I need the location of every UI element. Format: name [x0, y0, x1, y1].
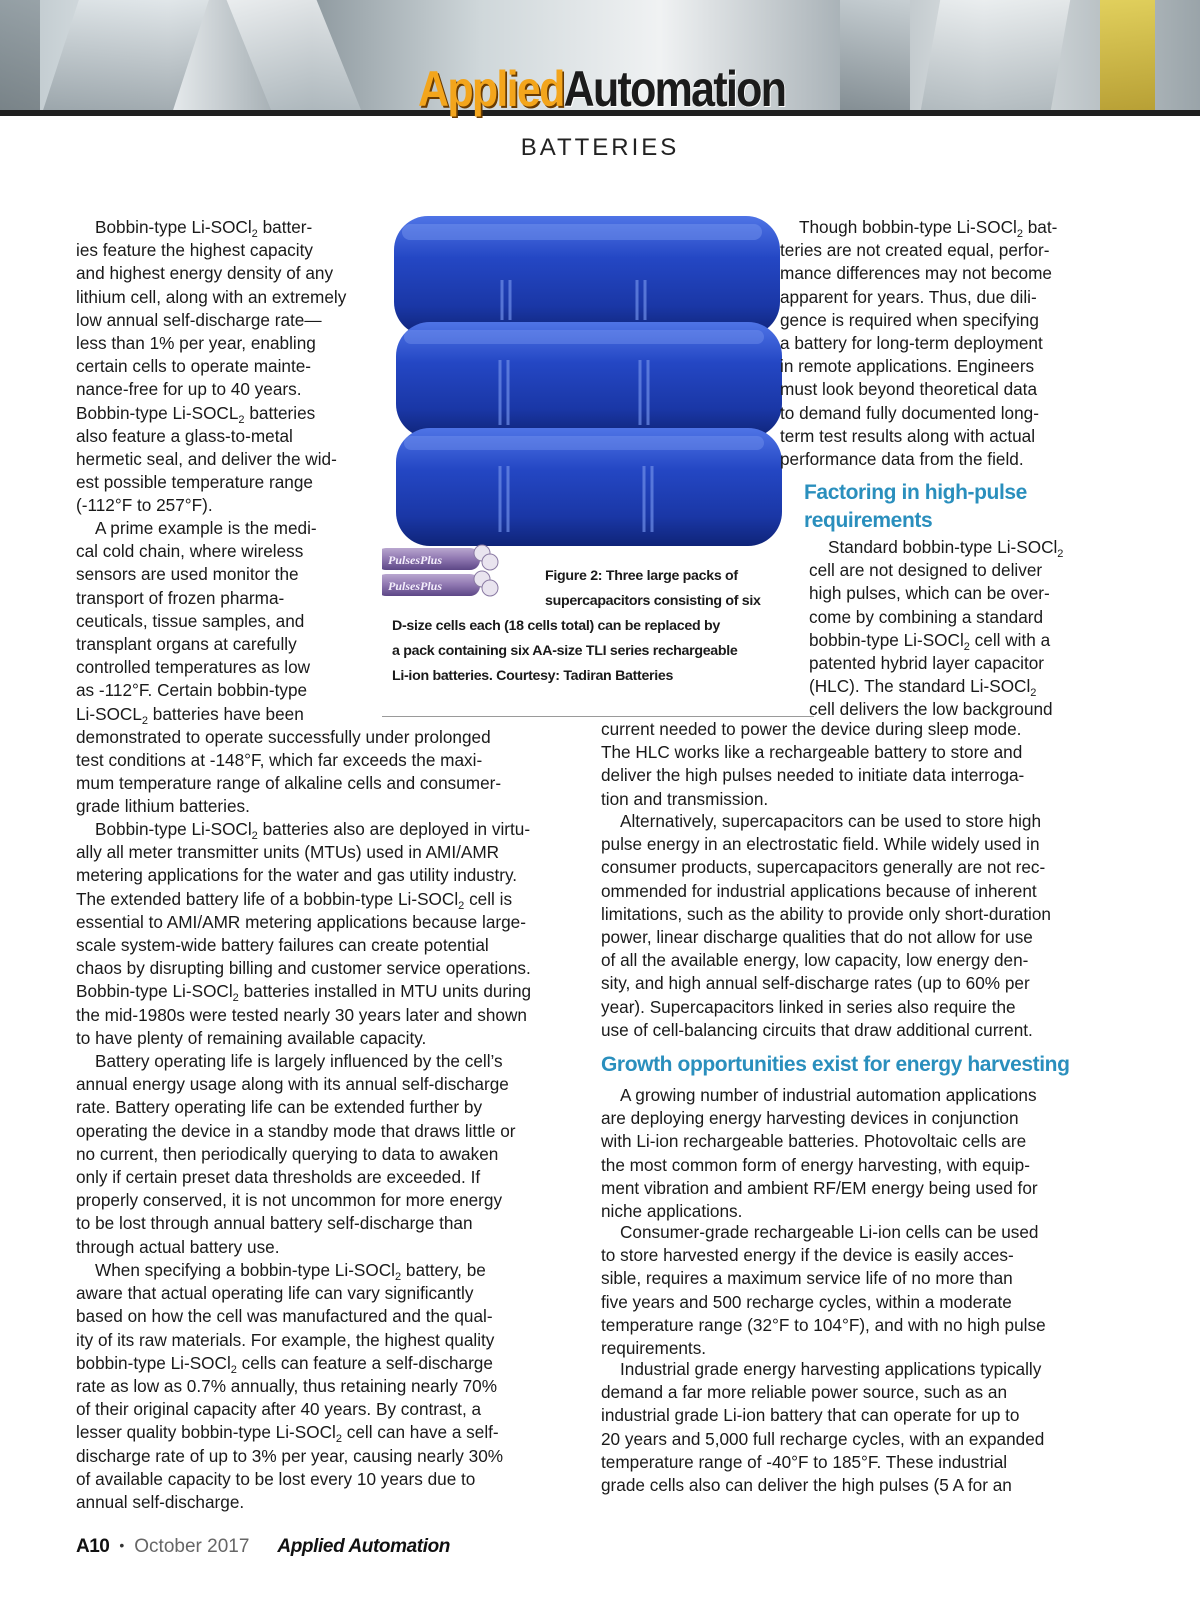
right-paragraph-3 — [601, 810, 1051, 1042]
text-run: Li-SOCL — [76, 703, 142, 724]
aa-battery-label: PulsesPlus — [388, 553, 443, 567]
text-line — [601, 1381, 1044, 1404]
text-run: annual energy usage along with its annual self-discharge — [76, 1074, 509, 1095]
left-paragraph-4 — [76, 1050, 516, 1259]
text-run: rate. Battery operating life can be extended further by — [76, 1097, 483, 1118]
text-run: sible, requires a maximum service life of no more than — [601, 1268, 1013, 1289]
text-run: the mid-1980s were tested nearly 30 years later and shown — [76, 1004, 527, 1025]
text-line — [76, 1375, 503, 1398]
text-run: grade cells also can deliver the high pulses (5 A for an — [601, 1475, 1012, 1496]
text-run: nance-free for up to 40 years. — [76, 379, 302, 400]
text-run: properly conserved, it is not uncommon for more energy — [76, 1190, 503, 1211]
text-run: year). Supercapacitors linked in series also require the — [601, 996, 1016, 1017]
text-run: of their original capacity after 40 years. By contrast, a — [76, 1399, 482, 1420]
text-run: temperature range (32°F to 104°F), and with no high pulse — [601, 1314, 1046, 1335]
text-line — [601, 1474, 1044, 1497]
text-line — [780, 239, 1057, 262]
heading-line: Growth opportunities exist for energy harvesting — [601, 1053, 1070, 1076]
logo-automation: Automation — [563, 61, 786, 117]
text-line — [601, 833, 1051, 856]
text-line — [601, 718, 1024, 741]
left-paragraph-3 — [76, 818, 531, 1050]
text-run: ies feature the highest capacity — [76, 240, 313, 261]
text-line — [601, 1358, 1044, 1381]
text-line — [601, 1154, 1038, 1177]
text-run: Battery operating life is largely influenced by the cell’s — [95, 1051, 503, 1071]
publication-name: Applied Automation — [277, 1536, 450, 1557]
text-run: scale system-wide battery failures can create potential — [76, 935, 489, 956]
footer-separator: • — [119, 1537, 125, 1553]
text-run: grade lithium batteries. — [76, 796, 250, 817]
text-run: The extended battery life of a bobbin-type Li-SOCl — [76, 888, 459, 909]
text-line — [601, 1451, 1044, 1474]
subscript: 2 — [394, 1271, 402, 1283]
text-line — [601, 1291, 1046, 1314]
subscript: 2 — [963, 640, 970, 653]
text-run: bat- — [1022, 217, 1058, 237]
text-line — [601, 996, 1051, 1019]
text-run: mum temperature range of alkaline cells and consumer- — [76, 773, 502, 794]
text-run: niche applications. — [601, 1201, 743, 1222]
banner-photo-strip — [920, 0, 1070, 116]
text-line — [601, 764, 1024, 787]
text-line — [76, 1120, 516, 1143]
text-line — [76, 1004, 531, 1027]
text-line — [76, 378, 346, 401]
text-run: as -112°F. Certain bobbin-type — [76, 680, 308, 701]
banner-photo-strip — [840, 0, 910, 116]
text-run: bobbin-type Li-SOCl — [76, 1352, 231, 1373]
text-line — [76, 726, 501, 749]
subscript: 2 — [1030, 687, 1037, 700]
text-run: batteries have been — [148, 703, 304, 724]
supercapacitor-pack-1 — [394, 216, 780, 336]
text-run: ceuticals, tissue samples, and — [76, 610, 305, 631]
text-run: rate as low as 0.7% annually, thus retaining nearly 70% — [76, 1376, 498, 1397]
text-run: no current, then periodically querying to data to awaken — [76, 1143, 499, 1164]
text-run: ment vibration and ambient RF/EM energy being used for — [601, 1177, 1038, 1198]
text-run: transport of frozen pharma- — [76, 587, 285, 608]
text-run: Standard bobbin-type Li-SOCl — [828, 537, 1058, 557]
logo-applied: Applied — [418, 61, 564, 117]
text-line — [780, 332, 1057, 355]
text-line — [601, 856, 1051, 879]
text-run: low annual self-discharge rate— — [76, 309, 322, 330]
text-line — [76, 841, 531, 864]
text-run: bobbin-type Li-SOCl — [809, 629, 964, 650]
text-run: controlled temperatures as low — [76, 657, 311, 678]
text-run: with Li-ion rechargeable batteries. Photovoltaic cells are — [601, 1131, 1027, 1152]
text-line — [76, 911, 531, 934]
text-line — [76, 864, 531, 887]
text-line — [780, 402, 1057, 425]
text-line — [601, 949, 1051, 972]
page-number: A10 — [76, 1536, 110, 1557]
text-run: Bobbin-type Li-SOCL — [76, 402, 239, 423]
text-line — [601, 1019, 1051, 1042]
text-line — [780, 309, 1057, 332]
text-line — [76, 1468, 503, 1491]
subscript: 2 — [232, 992, 239, 1005]
text-line — [601, 903, 1051, 926]
text-run: A prime example is the medi- — [95, 518, 317, 538]
text-run: Alternatively, supercapacitors can be used to store high — [620, 811, 1042, 831]
text-run: discharge rate of up to 3% per year, causing nearly 30% — [76, 1445, 504, 1466]
text-line — [780, 216, 1057, 239]
text-run: requirements. — [601, 1338, 707, 1359]
text-run: to have plenty of remaining available capacity. — [76, 1027, 427, 1048]
text-run: battery, be — [401, 1260, 486, 1280]
text-run: cal cold chain, where wireless — [76, 541, 304, 562]
text-line — [76, 1143, 516, 1166]
text-run: batteries installed in MTU units during — [238, 981, 532, 1002]
text-run: Though bobbin-type Li-SOCl — [799, 217, 1017, 237]
text-line — [76, 1073, 516, 1096]
text-run: also feature a glass-to-metal — [76, 425, 293, 446]
text-line — [601, 1244, 1046, 1267]
text-run: est possible temperature range — [76, 472, 313, 493]
text-run: of all the available energy, low capacity, low energy den- — [601, 950, 1029, 971]
text-run: (HLC). The standard Li-SOCl — [809, 676, 1031, 697]
text-line — [601, 1084, 1038, 1107]
text-run: essential to AMI/AMR metering applications because large- — [76, 911, 526, 932]
text-line — [76, 749, 501, 772]
text-line — [76, 772, 501, 795]
text-line — [780, 448, 1057, 471]
subscript: 2 — [238, 413, 245, 426]
text-run: cell can have a self- — [341, 1422, 499, 1443]
text-line — [76, 934, 531, 957]
text-line — [76, 1259, 503, 1282]
text-run: deliver the high pulses needed to initiate data interroga- — [601, 765, 1025, 786]
text-run: demonstrated to operate successfully under prolonged — [76, 726, 491, 747]
text-run: to demand fully documented long- — [780, 402, 1039, 423]
text-line — [809, 675, 1063, 698]
text-run: industrial grade Li-ion battery that can operate for up to — [601, 1405, 1020, 1426]
banner-photo-strip — [1100, 0, 1155, 116]
heading-factoring-high-pulse — [804, 479, 1027, 535]
text-run: come by combining a standard — [809, 606, 1044, 627]
text-run: Bobbin-type Li-SOCl — [95, 217, 252, 237]
text-line — [809, 559, 1063, 582]
text-run: only if certain preset data thresholds are exceeded. If — [76, 1167, 481, 1188]
text-run: consumer products, supercapacitors generally are not rec- — [601, 857, 1046, 878]
right-paragraph-5 — [601, 1221, 1046, 1360]
heading-growth-opportunities — [601, 1051, 1070, 1079]
subscript: 2 — [230, 1363, 237, 1376]
text-run: ally all meter transmitter units (MTUs) used in AMI/AMR — [76, 842, 500, 863]
text-line — [76, 957, 531, 980]
text-run: batteries also are deployed in virtu- — [257, 819, 531, 839]
text-run: performance data from the field. — [780, 449, 1024, 470]
text-line — [76, 262, 346, 285]
text-run: batteries — [244, 402, 316, 423]
issue-date: October 2017 — [134, 1536, 250, 1557]
text-run: based on how the cell was manufactured and the qual- — [76, 1306, 493, 1327]
page-footer — [76, 1536, 450, 1558]
text-run: lesser quality bobbin-type Li-SOCl — [76, 1422, 336, 1443]
text-line — [601, 810, 1051, 833]
text-run: limitations, such as the ability to provide only short-duration — [601, 903, 1051, 924]
text-run: and highest energy density of any — [76, 263, 334, 284]
text-run: are deploying energy harvesting devices in conjunction — [601, 1108, 1019, 1129]
text-run: temperature range of -40°F to 185°F. These industrial — [601, 1451, 1008, 1472]
text-run: cells can feature a self-discharge — [236, 1352, 493, 1373]
text-line — [76, 216, 346, 239]
text-run: term test results along with actual — [780, 425, 1036, 446]
masthead-logo — [418, 58, 785, 120]
text-line — [601, 788, 1024, 811]
text-line — [601, 1314, 1046, 1337]
text-line — [601, 741, 1024, 764]
text-line — [76, 795, 501, 818]
text-line — [76, 1282, 503, 1305]
text-run: transplant organs at carefully — [76, 634, 297, 655]
text-run: chaos by disrupting billing and customer service operations. — [76, 958, 531, 979]
text-line — [601, 972, 1051, 995]
text-line — [76, 1212, 516, 1235]
text-run: ommended for industrial applications because of inherent — [601, 880, 1037, 901]
text-line — [76, 402, 346, 425]
caption-line: D-size cells each (18 cells total) can be replaced by — [392, 618, 720, 634]
text-run: in remote applications. Engineers — [780, 356, 1035, 377]
text-line — [76, 425, 346, 448]
text-line — [809, 582, 1063, 605]
subscript: 2 — [335, 1433, 342, 1446]
text-line — [76, 355, 346, 378]
text-run: to be lost through annual battery self-discharge than — [76, 1213, 473, 1234]
text-run: mance differences may not become — [780, 263, 1052, 284]
text-line — [76, 1421, 503, 1444]
text-run: through actual battery use. — [76, 1236, 280, 1257]
text-run: the most common form of energy harvesting, with equip- — [601, 1154, 1030, 1175]
text-line — [76, 888, 531, 911]
text-line — [780, 355, 1057, 378]
text-line — [76, 1236, 516, 1259]
text-run: test conditions at -148°F, which far exceeds the maxi- — [76, 750, 483, 771]
aa-battery-label: PulsesPlus — [388, 579, 443, 593]
text-line — [76, 448, 346, 471]
figure-caption — [392, 564, 761, 689]
text-line — [601, 1221, 1046, 1244]
text-run: power, linear discharge qualities that do not allow for use — [601, 927, 1033, 948]
text-run: A growing number of industrial automation applications — [620, 1085, 1037, 1105]
text-run: When specifying a bobbin-type Li-SOCl — [95, 1260, 395, 1280]
text-run: ity of its raw materials. For example, the highest quality — [76, 1329, 495, 1350]
subscript: 2 — [458, 899, 465, 912]
text-line — [76, 1491, 503, 1514]
text-line — [809, 606, 1063, 629]
text-run: batter- — [257, 217, 313, 237]
text-run: patented hybrid layer capacitor — [809, 653, 1045, 674]
text-line — [76, 309, 346, 332]
text-line — [76, 818, 531, 841]
text-line — [809, 652, 1063, 675]
text-line — [76, 1189, 516, 1212]
text-run: cell is — [464, 888, 513, 909]
right-paragraph-2-continued — [601, 718, 1024, 811]
text-run: must look beyond theoretical data — [780, 379, 1038, 400]
text-run: Consumer-grade rechargeable Li-ion cells can be used — [620, 1222, 1039, 1242]
caption-line: a pack containing six AA-size TLI series rechargeable — [392, 643, 738, 659]
text-line — [601, 1267, 1046, 1290]
text-run: five years and 500 recharge cycles, within a moderate — [601, 1291, 1012, 1312]
text-run: annual self-discharge. — [76, 1492, 245, 1513]
text-line — [76, 1027, 531, 1050]
text-run: a battery for long-term deployment — [780, 333, 1043, 354]
text-line — [601, 1177, 1038, 1200]
left-paragraph-5 — [76, 1259, 503, 1514]
text-line — [76, 1352, 503, 1375]
text-run: Industrial grade energy harvesting applications typically — [620, 1359, 1042, 1379]
text-run: tion and transmission. — [601, 788, 769, 809]
text-line — [780, 425, 1057, 448]
text-line — [76, 1445, 503, 1468]
text-run: metering applications for the water and gas utility industry. — [76, 865, 518, 886]
right-paragraph-6 — [601, 1358, 1044, 1497]
text-run: Bobbin-type Li-SOCl — [95, 819, 252, 839]
left-paragraph-1 — [76, 216, 346, 518]
text-line — [601, 880, 1051, 903]
text-run: of available capacity to be lost every 10 years due to — [76, 1468, 476, 1489]
text-line — [601, 1428, 1044, 1451]
text-run: high pulses, which can be over- — [809, 583, 1050, 604]
subscript: 2 — [251, 228, 258, 240]
text-line — [76, 1398, 503, 1421]
text-run: sensors are used monitor the — [76, 564, 299, 585]
subscript: 2 — [1016, 228, 1023, 240]
caption-line: Figure 2: Three large packs of — [545, 568, 738, 584]
text-line — [76, 471, 346, 494]
heading-line: requirements — [804, 509, 933, 532]
text-line — [76, 980, 531, 1003]
text-run: cell are not designed to deliver — [809, 560, 1043, 581]
text-line — [76, 494, 346, 517]
text-line — [601, 1107, 1038, 1130]
right-paragraph-2 — [809, 536, 1063, 722]
text-line — [76, 1329, 503, 1352]
text-run: aware that actual operating life can vary significantly — [76, 1283, 474, 1304]
text-run: cell delivers the low background — [809, 699, 1053, 720]
text-run: apparent for years. Thus, due dili- — [780, 286, 1037, 307]
text-run: certain cells to operate mainte- — [76, 356, 312, 377]
text-run: hermetic seal, and deliver the wid- — [76, 449, 337, 470]
text-run: less than 1% per year, enabling — [76, 333, 316, 354]
subscript: 2 — [141, 714, 149, 727]
figure-rule — [382, 716, 814, 717]
text-line — [809, 536, 1063, 559]
caption-line: supercapacitors consisting of six — [545, 593, 761, 609]
text-line — [601, 1337, 1046, 1360]
banner-photo-strip — [227, 0, 364, 116]
subscript: 2 — [1057, 548, 1064, 560]
text-line — [601, 926, 1051, 949]
supercapacitor-pack-3 — [396, 428, 782, 546]
banner-photo-strip — [41, 0, 209, 116]
text-run: use of cell-balancing circuits that draw additional current. — [601, 1019, 1033, 1040]
text-line — [76, 332, 346, 355]
text-run: sity, and high annual self-discharge rates (up to 60% per — [601, 973, 1030, 994]
text-run: cell with a — [969, 629, 1051, 650]
text-run: lithium cell, along with an extremely — [76, 286, 347, 307]
caption-line: Li-ion batteries. Courtesy: Tadiran Batteries — [392, 668, 674, 684]
text-run: operating the device in a standby mode that draws little or — [76, 1120, 516, 1141]
text-line — [601, 1200, 1038, 1223]
section-title: BATTERIES — [520, 134, 680, 161]
text-line — [780, 378, 1057, 401]
text-run: Bobbin-type Li-SOCl — [76, 981, 233, 1002]
right-paragraph-4 — [601, 1084, 1038, 1223]
text-run: (-112°F to 257°F). — [76, 495, 213, 516]
text-run: current needed to power the device during sleep mode. — [601, 719, 1022, 739]
text-run: The HLC works like a rechargeable battery to store and — [601, 742, 1023, 763]
text-line — [809, 629, 1063, 652]
text-run: pulse energy in an electrostatic field. While widely used in — [601, 834, 1040, 855]
text-line — [601, 1404, 1044, 1427]
text-run: gence is required when specifying — [780, 309, 1039, 330]
subscript: 2 — [251, 830, 258, 842]
text-line — [780, 286, 1057, 309]
text-line — [780, 262, 1057, 285]
heading-line: Factoring in high-pulse — [804, 481, 1027, 504]
text-run: demand a far more reliable power source, such as an — [601, 1382, 1008, 1403]
text-line — [76, 1096, 516, 1119]
text-line — [76, 1305, 503, 1328]
text-run: to store harvested energy if the device is easily acces- — [601, 1245, 1014, 1266]
text-line — [601, 1130, 1038, 1153]
text-line — [76, 1166, 516, 1189]
right-paragraph-1 — [780, 216, 1057, 471]
supercapacitor-pack-2 — [396, 322, 782, 438]
text-line — [76, 286, 346, 309]
text-run: 20 years and 5,000 full recharge cycles, with an expanded — [601, 1428, 1045, 1449]
text-line — [76, 1050, 516, 1073]
text-run: teries are not created equal, perfor- — [780, 240, 1050, 261]
text-line — [76, 239, 346, 262]
banner-photo-strip — [0, 0, 40, 116]
